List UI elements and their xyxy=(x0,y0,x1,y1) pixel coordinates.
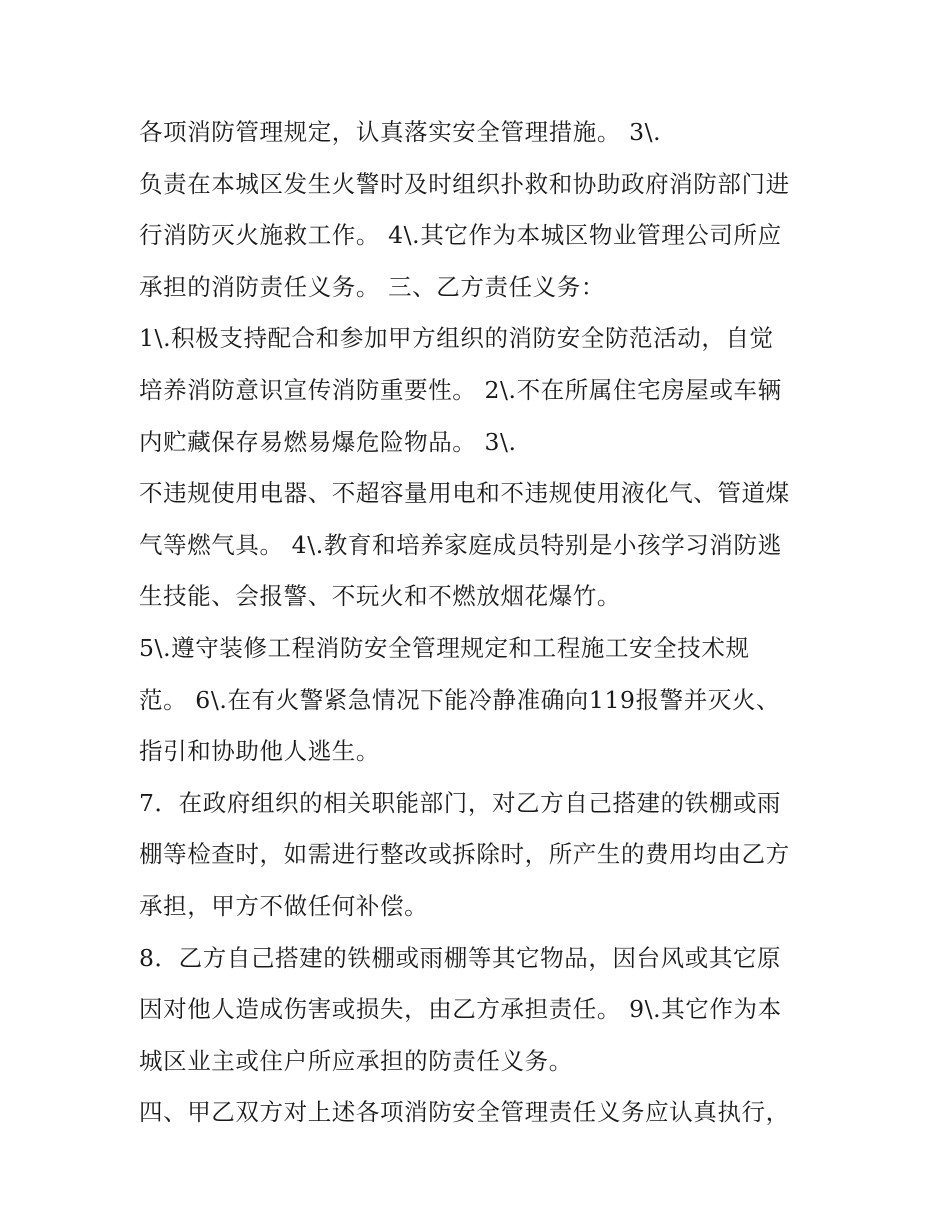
text-line-7: 内贮藏保存易燃易爆危险物品。 3\. xyxy=(139,427,517,456)
text-line-12: 范。 6\.在有火警紧急情况下能冷静准确向119报警并灭火、 xyxy=(139,685,781,714)
text-line-1: 各项消防管理规定，认真落实安全管理措施。 3\. xyxy=(139,118,662,146)
text-line-20: 四、甲乙双方对上述各项消防安全管理责任义务应认真执行， xyxy=(139,1098,790,1127)
text-line-15: 棚等检查时，如需进行整改或拆除时，所产生的费用均由乙方 xyxy=(139,840,790,869)
text-line-9: 气等燃气具。 4\.教育和培养家庭成员特别是小孩学习消防逃 xyxy=(139,530,782,559)
text-line-4: 承担的消防责任义务。 三、乙方责任义务： xyxy=(139,272,605,301)
text-line-5: 1\.积极支持配合和参加甲方组织的消防安全防范活动，自觉 xyxy=(139,324,774,353)
text-line-16: 承担，甲方不做任何补偿。 xyxy=(139,891,429,920)
body-text xyxy=(139,107,829,1139)
text-line-2: 负责在本城区发生火警时及时组织扑救和协助政府消防部门进 xyxy=(139,169,790,198)
text-line-13: 指引和协助他人逃生。 xyxy=(139,737,380,766)
text-line-14: 7．在政府组织的相关职能部门，对乙方自己搭建的铁棚或雨 xyxy=(139,788,782,817)
text-line-10: 生技能、会报警、不玩火和不燃放烟花爆竹。 xyxy=(139,582,621,611)
text-line-11: 5\.遵守装修工程消防安全管理规定和工程施工安全技术规 xyxy=(139,633,750,662)
text-line-6: 培养消防意识宣传消防重要性。 2\.不在所属住宅房屋或车辆 xyxy=(139,375,782,404)
text-line-19: 城区业主或住户所应承担的防责任义务。 xyxy=(139,1046,573,1075)
text-line-17: 8．乙方自己搭建的铁棚或雨棚等其它物品，因台风或其它原 xyxy=(139,943,782,972)
text-line-3: 行消防灭火施救工作。 4\.其它作为本城区物业管理公司所应 xyxy=(139,221,782,250)
text-line-8: 不违规使用电器、不超容量用电和不违规使用液化气、管道煤 xyxy=(139,479,790,508)
text-line-18: 因对他人造成伤害或损失，由乙方承担责任。 9\.其它作为本 xyxy=(139,995,782,1024)
